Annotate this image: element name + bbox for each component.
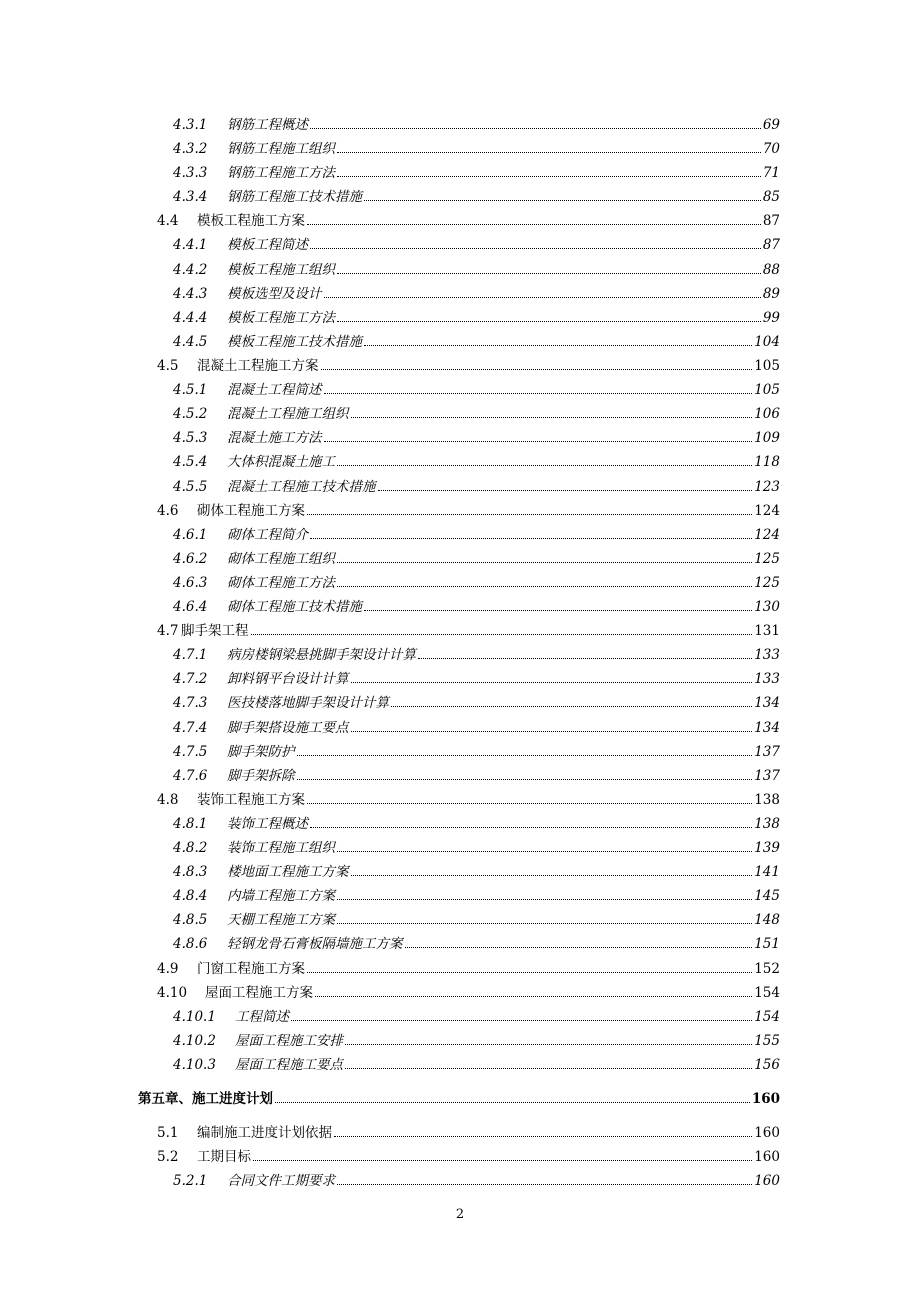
toc-entry-title: 混凝土工程施工技术措施	[227, 479, 376, 495]
toc-entry-title: 大体积混凝土施工	[227, 454, 335, 470]
toc-leader-dots	[310, 247, 761, 249]
toc-entry-page: 125	[754, 551, 780, 567]
toc-entry-number: 5.2	[157, 1149, 179, 1165]
toc-entry-page: 156	[754, 1057, 780, 1073]
toc-entry[interactable]	[173, 450, 780, 474]
toc-entry-page: 105	[754, 382, 780, 398]
toc-entry[interactable]	[173, 595, 780, 619]
toc-entry[interactable]	[173, 161, 780, 185]
toc-entry-page: 124	[754, 527, 780, 543]
toc-leader-dots	[310, 127, 761, 129]
toc-leader-dots	[337, 585, 752, 587]
toc-entry-number: 4.10	[157, 985, 188, 1001]
toc-entry[interactable]	[173, 1169, 780, 1193]
toc-entry-title: 屋面工程施工方案	[205, 985, 313, 1001]
toc-entry-title: 砌体工程简介	[227, 527, 308, 543]
toc-entry-number: 4.5.1	[173, 382, 208, 398]
toc-entry-page: 160	[751, 1091, 780, 1107]
toc-entry[interactable]	[157, 209, 780, 233]
toc-leader-dots	[345, 1067, 752, 1069]
toc-entry-title: 装饰工程概述	[227, 816, 308, 832]
toc-entry-title: 装饰工程施工组织	[227, 840, 335, 856]
toc-entry-title: 钢筋工程概述	[227, 117, 308, 133]
toc-entry-title: 工期目标	[197, 1149, 251, 1165]
toc-entry-title: 天棚工程施工方案	[227, 912, 335, 928]
toc-entry-title: 混凝土工程施工方案	[197, 358, 319, 374]
toc-entry[interactable]	[173, 860, 780, 884]
toc-leader-dots	[310, 537, 752, 539]
toc-entry-title: 模板工程施工方案	[197, 213, 305, 229]
toc-leader-dots	[297, 778, 753, 780]
toc-entry-title: 砌体工程施工方案	[197, 503, 305, 519]
toc-entry[interactable]	[173, 1005, 780, 1029]
toc-entry-page: 145	[754, 888, 780, 904]
toc-entry-page: 134	[754, 695, 780, 711]
toc-entry[interactable]	[173, 908, 780, 932]
toc-entry-page: 85	[762, 189, 780, 205]
toc-entry-number: 4.6	[157, 503, 179, 519]
toc-entry[interactable]	[157, 619, 780, 643]
toc-leader-dots	[337, 1183, 752, 1185]
toc-entry-number: 4.3.2	[173, 141, 208, 157]
toc-entry-title: 混凝土工程施工组织	[227, 406, 349, 422]
toc-leader-dots	[391, 705, 752, 707]
toc-leader-dots	[307, 223, 761, 225]
toc-leader-dots	[275, 1101, 750, 1103]
toc-entry[interactable]	[173, 932, 780, 956]
toc-leader-dots	[310, 826, 752, 828]
toc-leader-dots	[418, 657, 752, 659]
toc-entry-title: 屋面工程施工要点	[235, 1057, 343, 1073]
toc-entry-page: 87	[762, 237, 780, 253]
toc-entry-number: 4.6.3	[173, 575, 208, 591]
toc-entry-number: 4.6.4	[173, 599, 208, 615]
toc-entry-number: 5.2.1	[173, 1173, 208, 1189]
toc-entry-title: 钢筋工程施工技术措施	[227, 189, 362, 205]
toc-entry-page: 160	[754, 1125, 780, 1141]
toc-entry[interactable]	[173, 137, 780, 161]
toc-entry-title: 模板工程施工方法	[227, 310, 335, 326]
toc-entry-page: 88	[762, 262, 780, 278]
toc-entry[interactable]	[157, 499, 780, 523]
toc-entry-page: 154	[754, 985, 780, 1001]
toc-entry-page: 104	[754, 334, 780, 350]
toc-entry[interactable]	[173, 667, 780, 691]
toc-entry-title: 轻钢龙骨石膏板隔墙施工方案	[227, 936, 403, 952]
toc-entry-page: 137	[754, 744, 780, 760]
toc-entry[interactable]	[173, 716, 780, 740]
toc-entry-title: 编制施工进度计划依据	[197, 1125, 332, 1141]
toc-entry-page: 152	[754, 961, 780, 977]
toc-entry-page: 87	[762, 213, 780, 229]
toc-leader-dots	[351, 874, 753, 876]
toc-entry-page: 160	[754, 1173, 780, 1189]
toc-entry-number: 4.6.2	[173, 551, 208, 567]
toc-entry-title: 脚手架拆除	[227, 768, 295, 784]
toc-entry-page: 133	[754, 671, 780, 687]
toc-entry[interactable]	[173, 402, 780, 426]
toc-entry[interactable]	[173, 643, 780, 667]
toc-entry[interactable]	[173, 185, 780, 209]
toc-entry-title: 混凝土工程简述	[227, 382, 322, 398]
toc-leader-dots	[251, 633, 753, 635]
toc-entry-number: 4.4.4	[173, 310, 208, 326]
toc-entry-page: 71	[762, 165, 780, 181]
toc-entry-page: 69	[762, 117, 780, 133]
toc-entry-number: 5.1	[157, 1125, 179, 1141]
toc-entry-page: 109	[754, 430, 780, 446]
toc-entry-number: 4.8	[157, 792, 179, 808]
toc-entry-title: 屋面工程施工安排	[235, 1033, 343, 1049]
toc-entry-number: 4.4.5	[173, 334, 208, 350]
toc-entry-title: 砌体工程施工组织	[227, 551, 335, 567]
toc-leader-dots	[307, 802, 752, 804]
toc-entry-page: 123	[754, 479, 780, 495]
toc-leader-dots	[324, 440, 753, 442]
toc-entry-title: 卸料钢平台设计计算	[227, 671, 349, 687]
toc-leader-dots	[351, 416, 753, 418]
toc-entry-title: 砌体工程施工技术措施	[227, 599, 362, 615]
toc-entry[interactable]	[173, 571, 780, 595]
toc-entry-title: 砌体工程施工方法	[227, 575, 335, 591]
toc-entry[interactable]	[173, 812, 780, 836]
toc-entry-title: 模板选型及设计	[227, 286, 322, 302]
toc-entry[interactable]	[173, 426, 780, 450]
toc-entry-page: 118	[754, 454, 780, 470]
toc-entry[interactable]	[173, 475, 780, 499]
toc-entry-page: 99	[762, 310, 780, 326]
toc-entry[interactable]	[173, 523, 780, 547]
toc-entry-page: 131	[754, 623, 780, 639]
toc-leader-dots	[324, 296, 761, 298]
toc-entry[interactable]	[173, 836, 780, 860]
toc-entry[interactable]	[157, 1145, 780, 1169]
toc-entry-number: 4.7	[157, 623, 179, 639]
toc-entry-page: 106	[754, 406, 780, 422]
toc-entry-number: 4.5.4	[173, 454, 208, 470]
toc-leader-dots	[307, 513, 752, 515]
toc-entry[interactable]	[173, 258, 780, 282]
toc-entry[interactable]	[173, 740, 780, 764]
toc-entry-page: 148	[754, 912, 780, 928]
toc-entry-number: 4.8.3	[173, 864, 208, 880]
toc-leader-dots	[321, 368, 753, 370]
toc-entry-number: 4.4.3	[173, 286, 208, 302]
toc-entry-page: 70	[762, 141, 780, 157]
toc-entry-number: 4.3.4	[173, 189, 208, 205]
toc-entry-number: 4.7.6	[173, 768, 208, 784]
toc-entry-page: 137	[754, 768, 780, 784]
toc-entry[interactable]	[157, 981, 780, 1005]
toc-entry-page: 155	[754, 1033, 780, 1049]
toc-entry[interactable]	[173, 764, 780, 788]
toc-entry-number: 4.10.3	[173, 1057, 216, 1073]
toc-entry-number: 4.4.1	[173, 237, 208, 253]
toc-entry[interactable]	[157, 354, 780, 378]
toc-entry[interactable]	[157, 788, 780, 812]
toc-entry-number: 4.7.5	[173, 744, 208, 760]
toc-entry-title: 模板工程简述	[227, 237, 308, 253]
toc-entry[interactable]	[138, 1087, 780, 1111]
toc-entry-page: 138	[754, 816, 780, 832]
toc-entry[interactable]	[173, 378, 780, 402]
toc-entry-number: 4.4	[157, 213, 179, 229]
toc-entry-page: 138	[754, 792, 780, 808]
toc-entry-number: 4.3.3	[173, 165, 208, 181]
toc-entry-page: 124	[754, 503, 780, 519]
toc-leader-dots	[351, 730, 753, 732]
toc-entry-page: 160	[754, 1149, 780, 1165]
toc-entry[interactable]	[173, 691, 780, 715]
toc-entry-number: 4.9	[157, 961, 179, 977]
toc-entry-title: 模板工程施工技术措施	[227, 334, 362, 350]
toc-entry[interactable]	[157, 957, 780, 981]
toc-entry-number: 4.8.1	[173, 816, 208, 832]
toc-entry[interactable]	[173, 884, 780, 908]
toc-entry-title: 门窗工程施工方案	[197, 961, 305, 977]
toc-entry-title: 脚手架搭设施工要点	[227, 720, 349, 736]
toc-entry[interactable]	[173, 113, 780, 137]
toc-leader-dots	[351, 681, 753, 683]
toc-entry-title: 病房楼钢梁悬挑脚手架设计计算	[227, 647, 416, 663]
toc-leader-dots	[297, 754, 753, 756]
toc-leader-dots	[337, 898, 752, 900]
toc-entry-page: 151	[754, 936, 780, 952]
toc-leader-dots	[364, 609, 752, 611]
toc-entry[interactable]	[173, 547, 780, 571]
toc-leader-dots	[337, 175, 761, 177]
toc-leader-dots	[253, 1159, 752, 1161]
toc-entry-title: 合同文件工期要求	[227, 1173, 335, 1189]
toc-entry-title: 钢筋工程施工组织	[227, 141, 335, 157]
toc-entry-number: 4.8.4	[173, 888, 208, 904]
toc-entry-page: 141	[754, 864, 780, 880]
toc-entry-number: 4.5.5	[173, 479, 208, 495]
toc-leader-dots	[337, 320, 761, 322]
toc-entry-number: 4.6.1	[173, 527, 208, 543]
toc-entry-title: 钢筋工程施工方法	[227, 165, 335, 181]
toc-entry-number: 4.7.4	[173, 720, 208, 736]
toc-entry-number: 4.7.1	[173, 647, 208, 663]
toc-entry-title: 工程简述	[235, 1009, 289, 1025]
toc-entry-number: 4.10.1	[173, 1009, 216, 1025]
toc-leader-dots	[324, 392, 753, 394]
toc-entry[interactable]	[173, 1053, 780, 1077]
toc-entry-number: 4.10.2	[173, 1033, 216, 1049]
toc-leader-dots	[405, 946, 753, 948]
toc-entry-number: 4.3.1	[173, 117, 208, 133]
toc-entry[interactable]	[173, 330, 780, 354]
toc-leader-dots	[378, 489, 753, 491]
toc-entry-title: 内墙工程施工方案	[227, 888, 335, 904]
toc-entry[interactable]	[173, 1029, 780, 1053]
toc-entry-title: 脚手架工程	[181, 623, 249, 639]
toc-leader-dots	[337, 922, 752, 924]
toc-entry-page: 133	[754, 647, 780, 663]
toc-entry-number: 4.5.3	[173, 430, 208, 446]
toc-entry-number: 4.5.2	[173, 406, 208, 422]
toc-entry[interactable]	[173, 233, 780, 257]
toc-entry-number: 4.7.2	[173, 671, 208, 687]
toc-entry-title: 脚手架防护	[227, 744, 295, 760]
toc-entry-number: 4.7.3	[173, 695, 208, 711]
toc-leader-dots	[337, 561, 752, 563]
toc-entry-page: 130	[754, 599, 780, 615]
toc-leader-dots	[291, 1019, 752, 1021]
toc-entry-number: 4.8.6	[173, 936, 208, 952]
toc-entry-title: 模板工程施工组织	[227, 262, 335, 278]
toc-leader-dots	[337, 464, 752, 466]
toc-leader-dots	[315, 995, 752, 997]
page-number: 2	[455, 1207, 465, 1222]
toc-entry-page: 125	[754, 575, 780, 591]
toc-entry-number: 4.8.2	[173, 840, 208, 856]
toc-leader-dots	[364, 199, 761, 201]
toc-entry[interactable]	[157, 1121, 780, 1145]
toc-entry-page: 134	[754, 720, 780, 736]
toc-entry[interactable]	[173, 282, 780, 306]
toc-leader-dots	[345, 1043, 752, 1045]
toc-entry[interactable]	[173, 306, 780, 330]
toc-entry-page: 105	[754, 358, 780, 374]
toc-leader-dots	[337, 151, 761, 153]
toc-entry-number: 4.5	[157, 358, 179, 374]
toc-entry-page: 89	[762, 286, 780, 302]
toc-entry-title: 混凝土施工方法	[227, 430, 322, 446]
toc-entry-title: 装饰工程施工方案	[197, 792, 305, 808]
toc-entry-title: 楼地面工程施工方案	[227, 864, 349, 880]
toc-leader-dots	[337, 272, 761, 274]
toc-entry-number: 4.8.5	[173, 912, 208, 928]
toc-entry-title: 第五章、施工进度计划	[138, 1091, 273, 1107]
toc-entry-number: 4.4.2	[173, 262, 208, 278]
toc-leader-dots	[364, 344, 752, 346]
toc-entry-page: 154	[754, 1009, 780, 1025]
toc-entry-title: 医技楼落地脚手架设计计算	[227, 695, 389, 711]
toc-leader-dots	[307, 971, 752, 973]
toc-leader-dots	[334, 1135, 752, 1137]
toc-leader-dots	[337, 850, 752, 852]
toc-entry-page: 139	[754, 840, 780, 856]
